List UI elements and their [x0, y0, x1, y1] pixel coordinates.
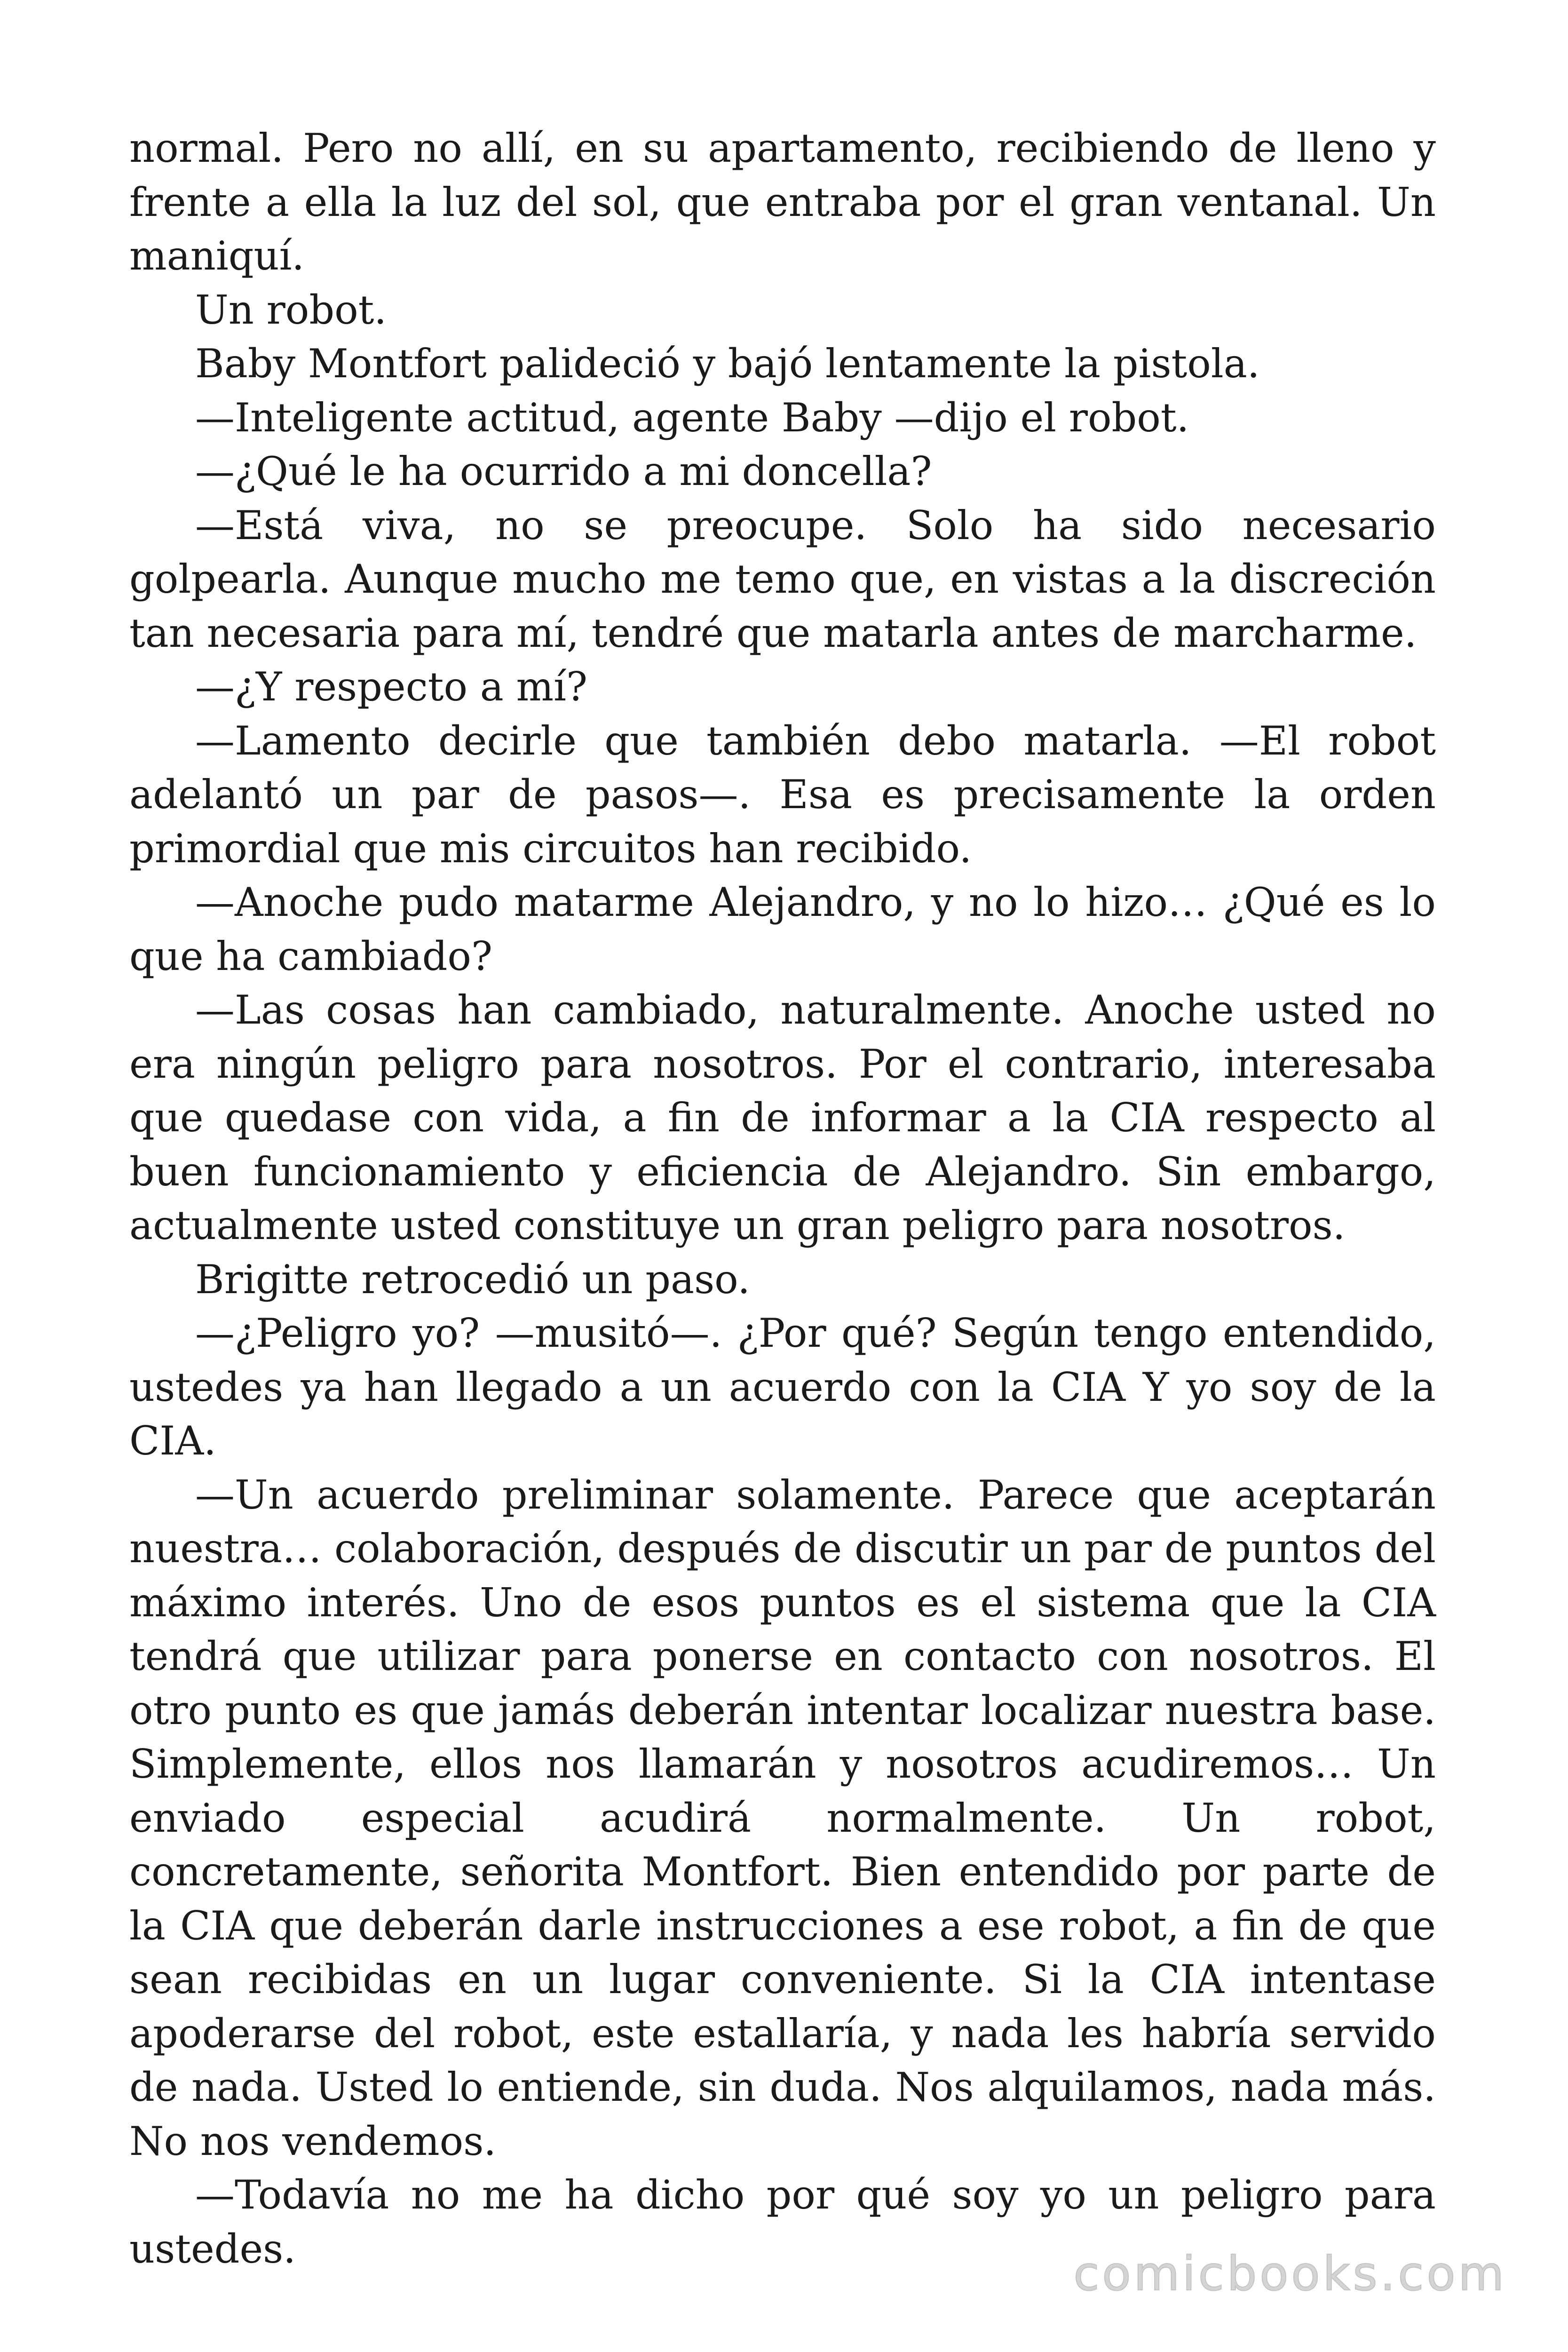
paragraph: Un robot.: [195, 286, 387, 333]
dialogue-paragraph: —Está viva, no se preocupe. Solo ha sido necesario golpearla. Aunque mucho me temo que, en vistas a la discreción tan necesaria para mí, tendré que matarla antes de marcharme.: [129, 502, 1436, 656]
dialogue-paragraph: —Inteligente actitud, agente Baby —dijo el robot.: [195, 394, 1189, 441]
body-text: [129, 121, 1436, 2276]
dialogue-paragraph: —Un acuerdo preliminar solamente. Parece que aceptarán nuestra… colaboración, después de discutir un par de puntos del máximo interés. Uno de esos puntos es el sistema que la CIA tendrá que utilizar para ponerse en contacto con nosotros. El otro punto es que jamás deberán intentar localizar nuestra base. Simplemente, ellos nos llamarán y nosotros acudiremos… Un enviado especial acudirá normalmente. Un robot, concretamente, señorita Montfort. Bien entendido por parte de la CIA que deberán darle instrucciones a ese robot, a fin de que sean recibidas en un lugar conveniente. Si la CIA intentase apoderarse del robot, este estallaría, y nada les habría servido de nada. Usted lo entiende, sin duda. Nos alquilamos, nada más. No nos vendemos.: [129, 1471, 1436, 2164]
dialogue-paragraph: —¿Qué le ha ocurrido a mi doncella?: [195, 448, 932, 494]
dialogue-paragraph: —Lamento decirle que también debo matarla. —El robot adelantó un par de pasos—. Esa es precisamente la orden primordial que mis circuitos han recibido.: [129, 717, 1436, 872]
dialogue-paragraph: —Las cosas han cambiado, naturalmente. Anoche usted no era ningún peligro para nosotros. Por el contrario, interesaba que quedase con vida, a fin de informar a la CIA respecto al buen funcionamiento y eficiencia de Alejandro. Sin embargo, actualmente usted constituye un gran peligro para nosotros.: [129, 987, 1436, 1248]
paragraph-continuation: normal. Pero no allí, en su apartamento, recibiendo de lleno y frente a ella la luz del sol, que entraba por el gran ventanal. Un maniquí.: [129, 125, 1436, 279]
paragraph: Baby Montfort palideció y bajó lentamente la pistola.: [195, 341, 1260, 387]
dialogue-paragraph: —¿Y respecto a mí?: [195, 664, 588, 710]
paragraph: Brigitte retrocedió un paso.: [195, 1256, 750, 1303]
dialogue-paragraph: —Anoche pudo matarme Alejandro, y no lo hizo… ¿Qué es lo que ha cambiado?: [129, 879, 1436, 979]
watermark: comicbooks.com: [1073, 2246, 1507, 2301]
dialogue-paragraph: —Todavía no me ha dicho por qué soy yo un peligro para ustedes.: [129, 2172, 1436, 2272]
dialogue-paragraph: —¿Peligro yo? —musitó—. ¿Por qué? Según tengo entendido, ustedes ya han llegado a un acuerdo con la CIA Y yo soy de la CIA.: [129, 1310, 1436, 1464]
